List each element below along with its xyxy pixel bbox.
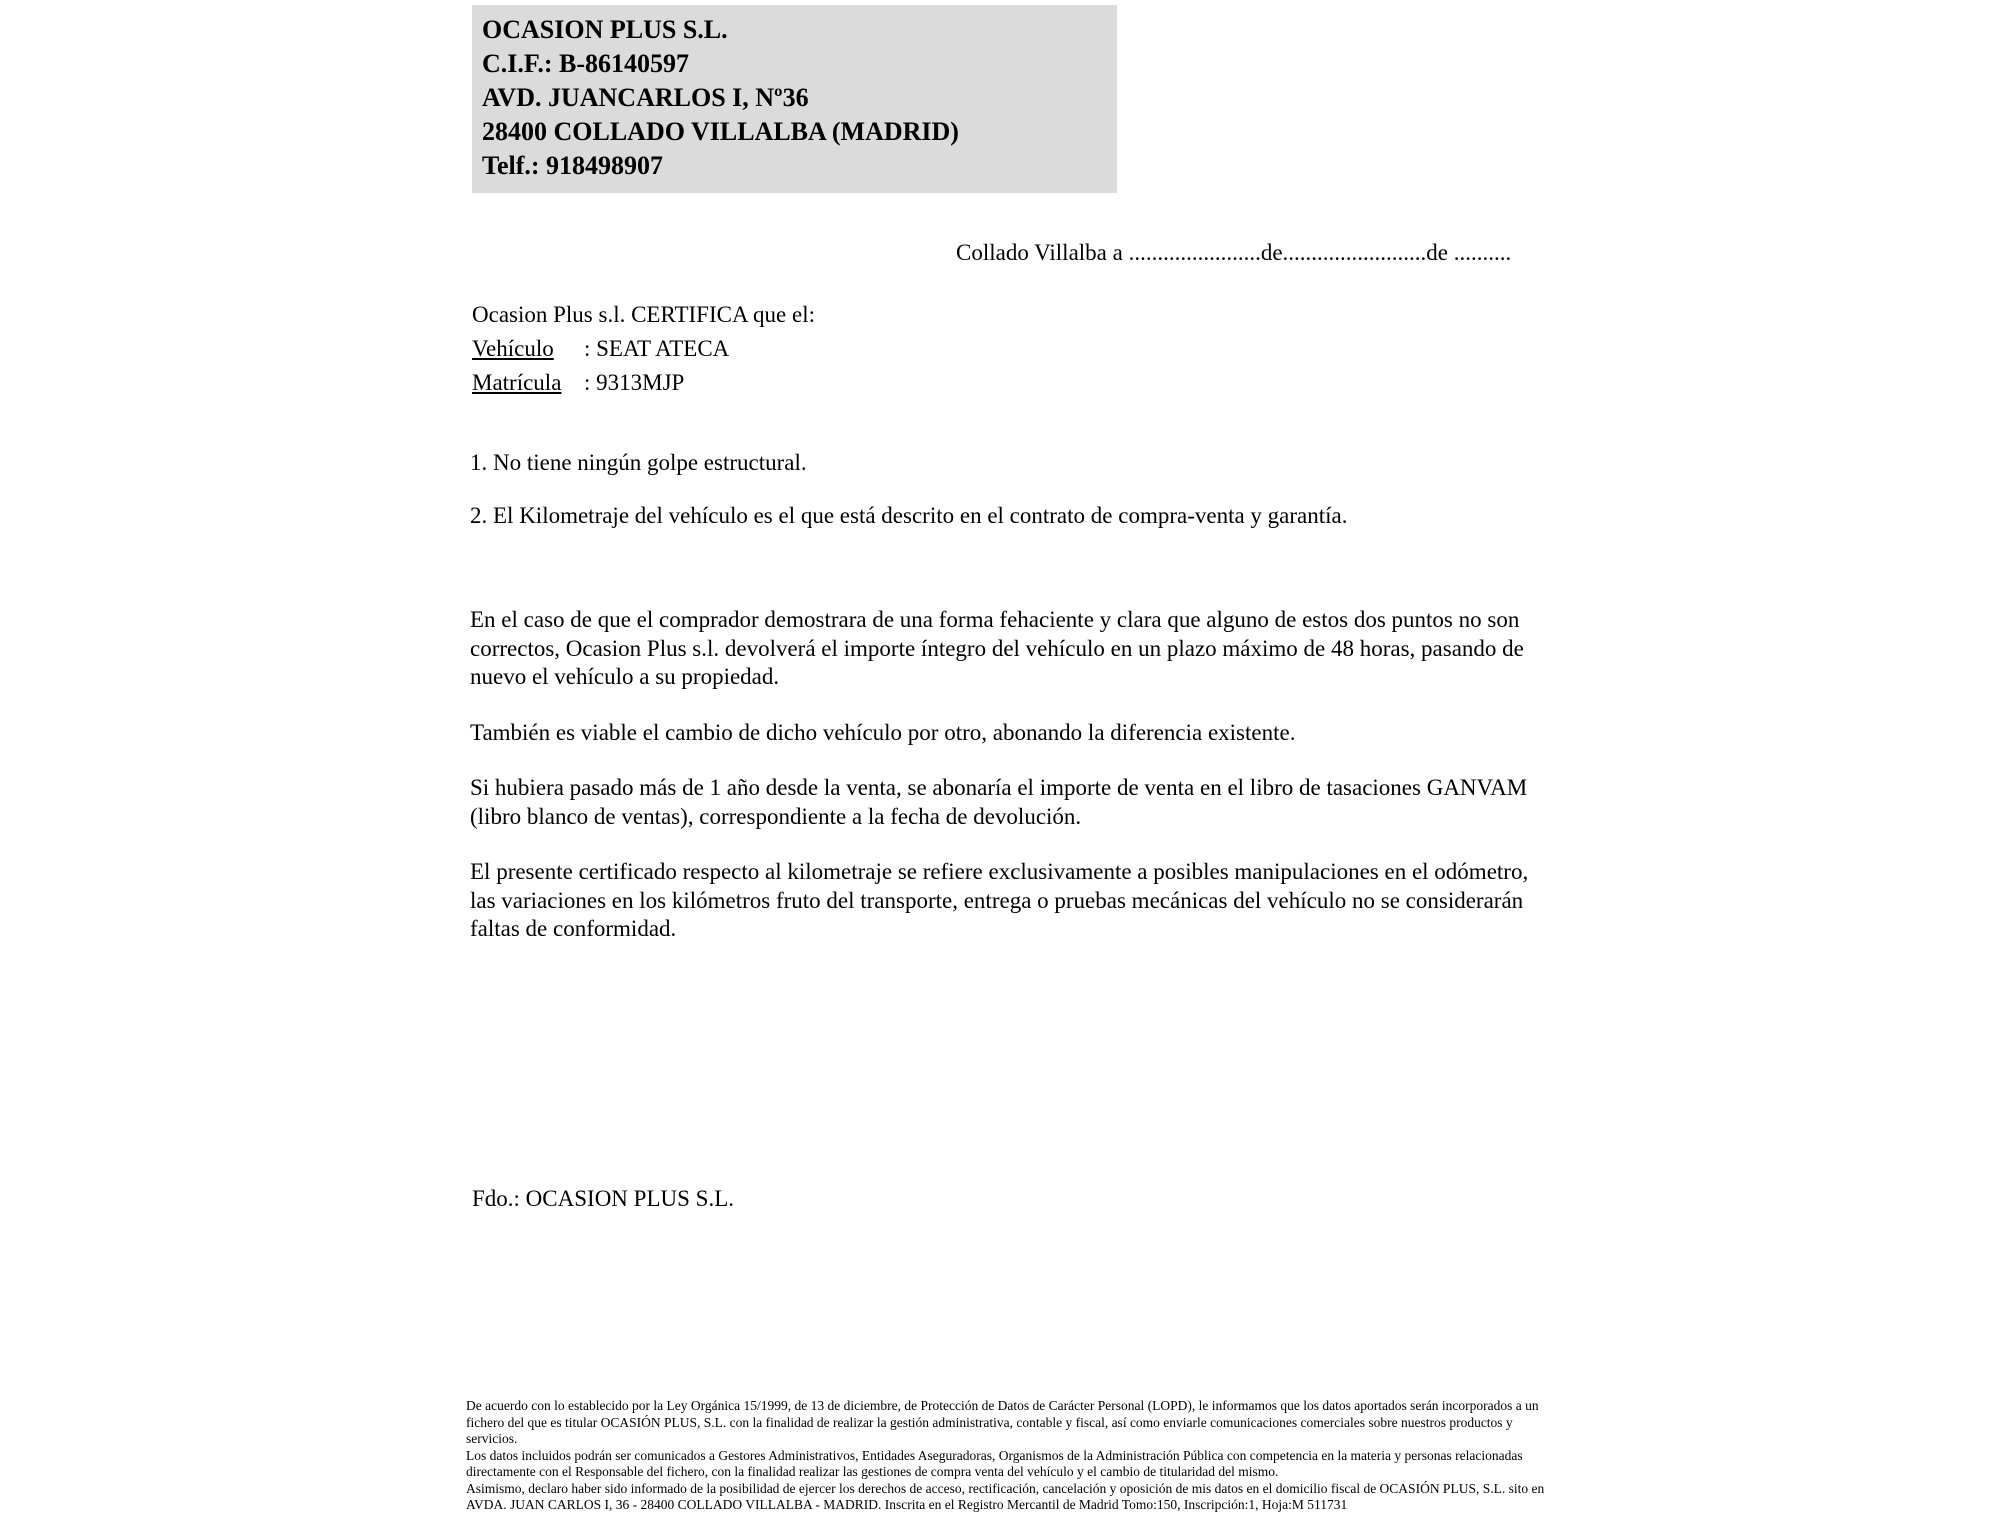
paragraph-exchange: También es viable el cambio de dicho vehículo por otro, abonando la diferencia existente. bbox=[470, 719, 1296, 745]
vehicle-line bbox=[472, 332, 815, 366]
paragraph-refund: En el caso de que el comprador demostrara de una forma fehaciente y clara que alguno de estos dos puntos no son correctos, Ocasion Plus s.l. devolverá el importe íntegro del vehículo en un plazo máximo de 48 horas, pasando de nuevo el vehículo a su propiedad. bbox=[470, 607, 1524, 689]
company-header-box bbox=[472, 5, 1117, 193]
legal-paragraph-data-sharing: Los datos incluidos podrán ser comunicados a Gestores Administrativos, Entidades Aseguradoras, Organismos de la Administración Pública con competencia en la materia y personas relacionadas directamente con el Responsable del fichero, con la finalidad realizar las gestiones de compra venta del vehículo y el cambio de titularidad del mismo. bbox=[466, 1447, 1523, 1479]
certified-point-1: 1. No tiene ningún golpe estructural. bbox=[470, 450, 807, 475]
vehicle-label: Vehículo bbox=[472, 336, 554, 361]
date-line: Collado Villalba a .......................de.........................de .......... bbox=[956, 240, 1512, 265]
certificate-intro: Ocasion Plus s.l. CERTIFICA que el: bbox=[472, 302, 815, 327]
company-cif: C.I.F.: B-86140597 bbox=[482, 49, 690, 78]
paragraph-odometer: El presente certificado respecto al kilometraje se refiere exclusivamente a posibles manipulaciones en el odómetro, las variaciones en los kilómetros fruto del transporte, entrega o pruebas mecánicas del vehículo no se considerarán faltas de conformidad. bbox=[470, 859, 1529, 941]
legal-footer bbox=[466, 1398, 1556, 1514]
paragraph-ganvam: Si hubiera pasado más de 1 año desde la venta, se abonaría el importe de venta en el libro de tasaciones GANVAM (libro blanco de ventas), correspondiente a la fecha de devolución. bbox=[470, 775, 1528, 829]
legal-paragraph-lopd: De acuerdo con lo establecido por la Ley Orgánica 15/1999, de 13 de diciembre, de Protección de Datos de Carácter Personal (LOPD), le informamos que los datos aportados serán incorporados a un fichero del que es titular OCASIÓN PLUS, S.L. con la finalidad de realizar la gestión administrativa, contable y fiscal, así como enviarle comunicaciones comerciales sobre nuestros productos y servicios. bbox=[466, 1398, 1539, 1446]
company-name: OCASION PLUS S.L. bbox=[482, 15, 728, 44]
plate-value: : 9313MJP bbox=[584, 370, 685, 395]
signature-line: Fdo.: OCASION PLUS S.L. bbox=[472, 1186, 734, 1211]
plate-line bbox=[472, 366, 815, 400]
company-phone: Telf.: 918498907 bbox=[482, 151, 664, 180]
body-paragraphs bbox=[470, 606, 1545, 971]
certificate-block bbox=[472, 298, 815, 400]
company-city: 28400 COLLADO VILLALBA (MADRID) bbox=[482, 117, 959, 146]
company-address: AVD. JUANCARLOS I, Nº36 bbox=[482, 83, 809, 112]
legal-paragraph-rights: Asimismo, declaro haber sido informado de la posibilidad de ejercer los derechos de acceso, rectificación, cancelación y oposición de mis datos en el domicilio fiscal de OCASIÓN PLUS, S.L. sito en AVDA. JUAN CARLOS I, 36 - 28400 COLLADO VILLALBA - MADRID. Inscrita en el Registro Mercantil de Madrid Tomo:150, Inscripción:1, Hoja:M 511731 bbox=[466, 1480, 1545, 1512]
vehicle-value: : SEAT ATECA bbox=[584, 336, 730, 361]
plate-label: Matrícula bbox=[472, 370, 562, 395]
certified-point-2: 2. El Kilometraje del vehículo es el que está descrito en el contrato de compra-venta y garantía. bbox=[470, 503, 1348, 528]
